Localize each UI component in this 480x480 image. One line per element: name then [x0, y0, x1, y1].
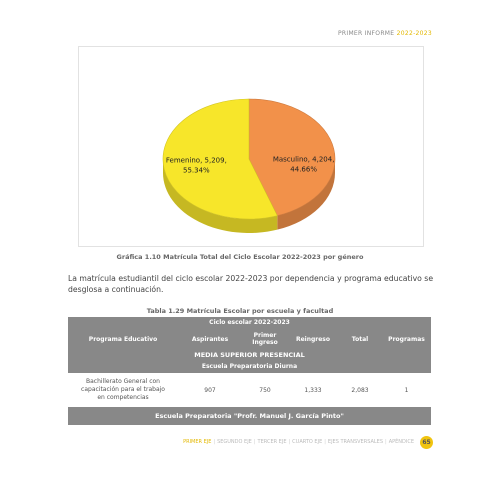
col-programs: Programas [388, 335, 425, 343]
row-reentry: 1,333 [304, 386, 322, 394]
row-program-line1: Bachillerato General con [86, 378, 160, 385]
nav-item[interactable]: SEGUNDO EJE [217, 439, 252, 445]
figure-caption: Gráfica 1.10 Matrícula Total del Ciclo Escolar 2022-2023 por género [116, 253, 364, 261]
col-reentry: Reingreso [295, 335, 331, 343]
col-first-entry-line2: Ingreso [252, 339, 278, 346]
report-title: PRIMER INFORME [338, 30, 395, 37]
row-program [68, 378, 178, 402]
nav-item[interactable]: EJES TRANSVERSALES [327, 439, 383, 445]
pie-label-femenino-line1: Femenino, 5,209, [165, 156, 227, 165]
next-school-header: Escuela Preparatoria "Profr. Manuel J. García Pinto" [68, 407, 431, 425]
pie-chart-frame [78, 46, 424, 247]
pie-chart [79, 47, 425, 248]
nav-item[interactable]: APÉNDICE [388, 439, 414, 445]
col-first-entry-line1: Primer [253, 332, 277, 339]
col-program: Programa Educativo [88, 335, 158, 343]
row-aspirants: 907 [204, 386, 216, 394]
nav-item[interactable]: TERCER EJE [257, 439, 287, 445]
level-header: MEDIA SUPERIOR PRESENCIAL [68, 350, 431, 361]
pie-label-masculino-line1: Masculino, 4,204, [272, 155, 335, 164]
report-header [338, 30, 432, 37]
row-program-line3: en competencias [97, 394, 149, 401]
col-aspirants: Aspirantes [191, 335, 229, 343]
row-total: 2,083 [351, 386, 369, 394]
table-header-row [68, 328, 431, 350]
col-total: Total [351, 335, 369, 343]
row-programs: 1 [404, 386, 409, 394]
nav-item[interactable]: PRIMER EJE [183, 439, 212, 445]
pie-label-masculino-line2: 44.66% [290, 165, 317, 174]
row-program-line2: capacitación para el trabajo [81, 386, 165, 393]
page-number: 65 [420, 436, 433, 449]
body-paragraph: La matrícula estudiantil del ciclo escolar 2022-2023 por dependencia y programa educativo se desglosa a continuación. [68, 274, 434, 294]
pie-label-femenino-line2: 55.34% [183, 166, 210, 175]
table-caption: Tabla 1.29 Matrícula Escolar por escuela y facultad [146, 307, 334, 315]
report-year: 2022-2023 [396, 30, 432, 37]
footer-nav: PRIMER EJE | SEGUNDO EJE | TERCER EJE | CUARTO EJE | EJES TRANSVERSALES | APÉNDICE 65 [181, 436, 433, 448]
row-first-entry: 750 [259, 386, 271, 394]
table-super-header: Ciclo escolar 2022-2023 [68, 317, 431, 328]
school-header: Escuela Preparatoria Diurna [68, 361, 431, 373]
col-first-entry [242, 332, 288, 346]
table-row [68, 373, 431, 407]
enrollment-table [68, 317, 431, 425]
nav-item[interactable]: CUARTO EJE [292, 439, 323, 445]
